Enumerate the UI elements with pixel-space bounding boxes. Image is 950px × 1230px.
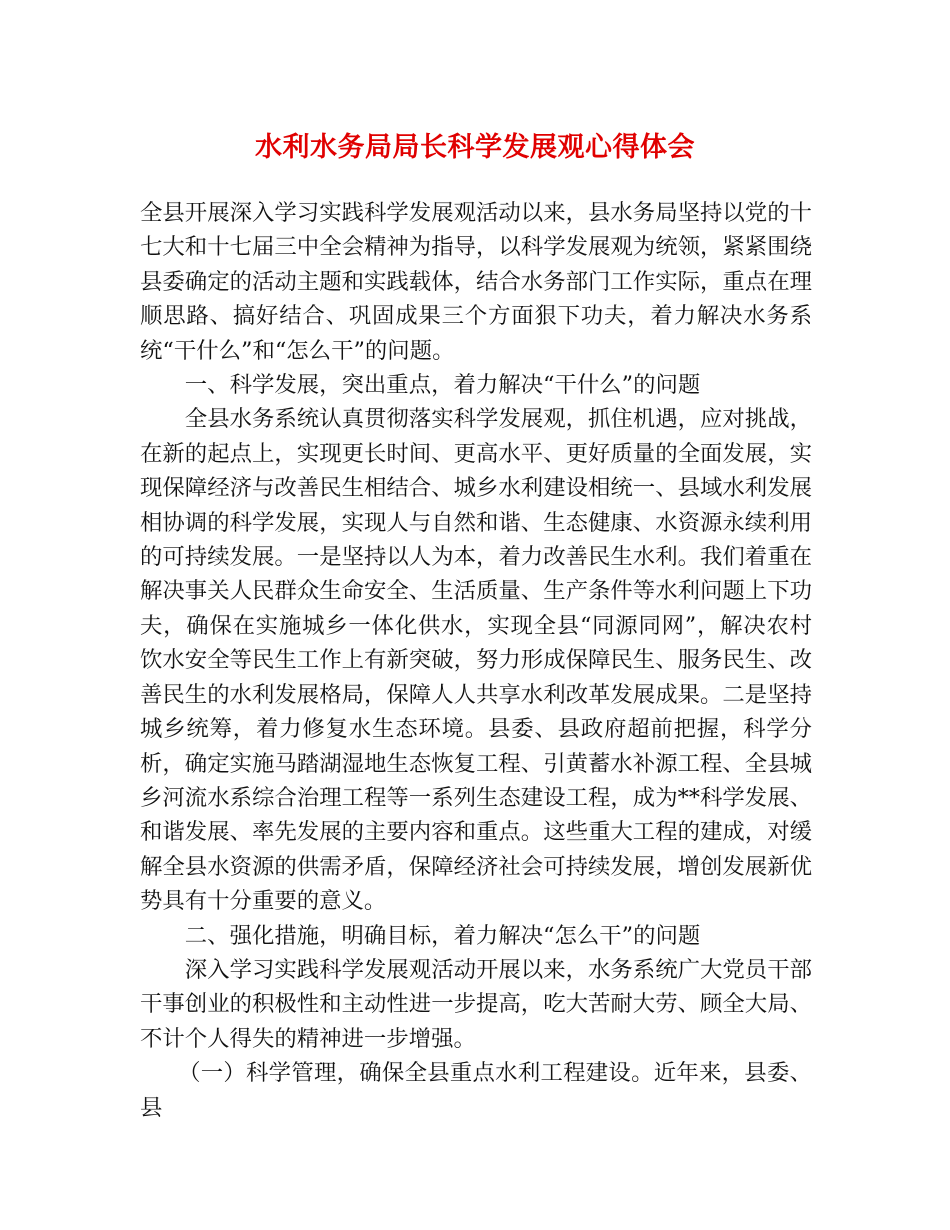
section-heading-1: 一、科学发展，突出重点，着力解决“干什么”的问题 [184, 372, 701, 399]
document-title: 水利水务局局长科学发展观心得体会 [255, 132, 695, 163]
paragraph-section-1: 全县水务系统认真贯彻落实科学发展观，抓住机遇，应对挑战，在新的起点上，实现更长时间、更高水平、更好质量的全面发展，实现保障经济与改善民生相结合、城乡水利建设相统一、县域水利发展相协调的科学发展，实现人与自然和谐、生态健康、水资源永续利用的可持续发展。一是坚持以人为本，着力改善民生水利。我们着重在解决事关人民群众生命安全、生活质量、生产条件等水利问题上下功夫，确保在实施城乡一体化供水，实现全县“同源同网”，解决农村饮水安全等民生工作上有新突破，努力形成保障民生、服务民生、改善民生的水利发展格局，保障人人共享水利改革发展成果。二是坚持城乡统筹，着力修复水生态环境。县委、县政府超前把握，科学分析，确定实施马踏湖湿地生态恢复工程、引黄蓄水补源工程、全县城乡河流水系综合治理工程等一系列生态建设工程，成为**科学发展、和谐发展、率先发展的主要内容和重点。这些重大工程的建成，对缓解全县水资源的供需矛盾，保障经济社会可持续发展，增创发展新优势具有十分重要的意义。 [140, 406, 812, 915]
section-heading-2: 二、强化措施，明确目标，着力解决“怎么干”的问题 [184, 922, 701, 949]
document-body [140, 196, 812, 1125]
subsection-heading-1: （一）科学管理，确保全县重点水利工程建设。近年来，县委、县 [140, 1060, 812, 1121]
paragraph-section-2: 深入学习实践科学发展观活动开展以来，水务系统广大党员干部干事创业的积极性和主动性进一步提高，吃大苦耐大劳、顾全大局、不计个人得失的精神进一步增强。 [140, 956, 812, 1052]
paragraph-intro: 全县开展深入学习实践科学发展观活动以来，县水务局坚持以党的十七大和十七届三中全会精神为指导，以科学发展观为统领，紧紧围绕县委确定的活动主题和实践载体，结合水务部门工作实际，重点在理顺思路、搞好结合、巩固成果三个方面狠下功夫，着力解决水务系统“干什么”和“怎么干”的问题。 [140, 200, 812, 364]
